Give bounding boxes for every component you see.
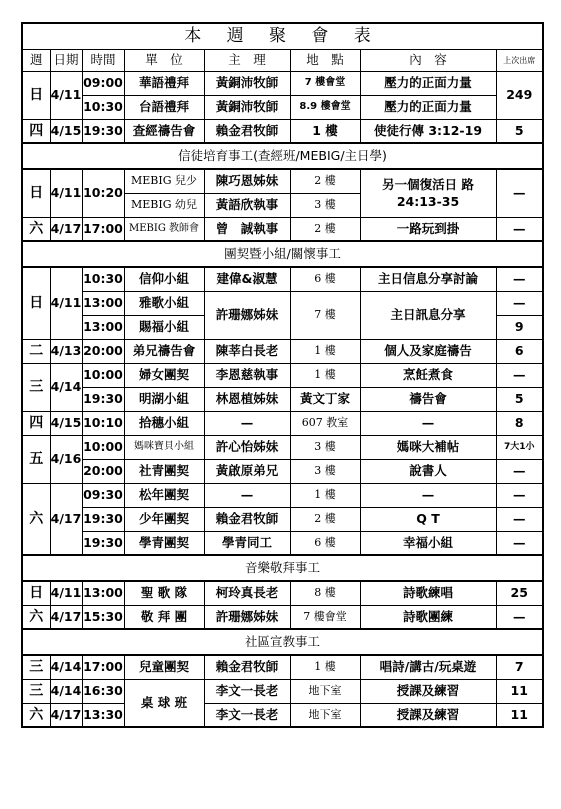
row-time: 10:30 bbox=[82, 95, 124, 119]
row-day: 三 bbox=[22, 679, 50, 703]
row-content: — bbox=[360, 483, 496, 507]
row-day: 六 bbox=[22, 217, 50, 241]
row-leader: 李文一長老 bbox=[204, 679, 290, 703]
row-leader: 黃啟原弟兄 bbox=[204, 459, 290, 483]
row-attendance: 7大1小 bbox=[496, 435, 543, 459]
row-attendance: — bbox=[496, 169, 543, 217]
row-leader: 學青同工 bbox=[204, 531, 290, 555]
row-attendance: 7 bbox=[496, 655, 543, 679]
row-unit: 弟兄禱告會 bbox=[124, 339, 204, 363]
row-unit: 聖 歌 隊 bbox=[124, 581, 204, 605]
row-time: 20:00 bbox=[82, 459, 124, 483]
row-content: 詩歌團練 bbox=[360, 605, 496, 629]
row-place: 6 樓 bbox=[290, 531, 360, 555]
row-content: Q T bbox=[360, 507, 496, 531]
row-time: 10:00 bbox=[82, 363, 124, 387]
row-date: 4/17 bbox=[50, 483, 82, 555]
row-unit: 台語禮拜 bbox=[124, 95, 204, 119]
row-leader: 李文一長老 bbox=[204, 703, 290, 727]
row-leader: 黃銅沛牧師 bbox=[204, 71, 290, 95]
row-attendance: — bbox=[496, 267, 543, 291]
row-attendance: — bbox=[496, 531, 543, 555]
table-row bbox=[22, 291, 543, 315]
row-place: 8 樓 bbox=[290, 581, 360, 605]
row-leader: 建偉&淑慧 bbox=[204, 267, 290, 291]
row-place: 7 樓會堂 bbox=[290, 71, 360, 95]
row-leader: 黃語欣執事 bbox=[204, 193, 290, 217]
row-attendance: 5 bbox=[496, 387, 543, 411]
row-day: 四 bbox=[22, 411, 50, 435]
row-date: 4/14 bbox=[50, 363, 82, 411]
row-attendance: 25 bbox=[496, 581, 543, 605]
row-content: 壓力的正面力量 bbox=[360, 71, 496, 95]
row-date: 4/11 bbox=[50, 71, 82, 119]
row-date: 4/15 bbox=[50, 411, 82, 435]
row-time: 16:30 bbox=[82, 679, 124, 703]
row-day: 日 bbox=[22, 581, 50, 605]
row-place: 3 樓 bbox=[290, 193, 360, 217]
table-row bbox=[22, 119, 543, 143]
row-place: 3 樓 bbox=[290, 459, 360, 483]
row-unit: 社青團契 bbox=[124, 459, 204, 483]
row-day: 日 bbox=[22, 169, 50, 217]
row-attendance: 11 bbox=[496, 679, 543, 703]
row-unit: 兒童團契 bbox=[124, 655, 204, 679]
row-day: 六 bbox=[22, 483, 50, 555]
header-attendance: 上次出席 bbox=[496, 49, 543, 71]
row-content: 媽咪大補帖 bbox=[360, 435, 496, 459]
row-unit: 媽咪寶貝小組 bbox=[124, 435, 204, 459]
row-content: 烹飪煮食 bbox=[360, 363, 496, 387]
row-day: 二 bbox=[22, 339, 50, 363]
row-attendance: 9 bbox=[496, 315, 543, 339]
header-time: 時間 bbox=[82, 49, 124, 71]
row-attendance: — bbox=[496, 459, 543, 483]
row-attendance: — bbox=[496, 605, 543, 629]
row-unit: 信仰小組 bbox=[124, 267, 204, 291]
row-attendance: — bbox=[496, 483, 543, 507]
row-place: 2 樓 bbox=[290, 217, 360, 241]
row-attendance: — bbox=[496, 217, 543, 241]
row-place: 7 樓會堂 bbox=[290, 605, 360, 629]
row-time: 13:00 bbox=[82, 291, 124, 315]
row-attendance: 11 bbox=[496, 703, 543, 727]
row-leader: — bbox=[204, 483, 290, 507]
row-unit: 少年團契 bbox=[124, 507, 204, 531]
row-leader: 柯玲真長老 bbox=[204, 581, 290, 605]
row-time: 17:00 bbox=[82, 655, 124, 679]
row-place: 2 樓 bbox=[290, 169, 360, 193]
row-unit: 華語禮拜 bbox=[124, 71, 204, 95]
row-place: 3 樓 bbox=[290, 435, 360, 459]
row-leader: 曾 誠執事 bbox=[204, 217, 290, 241]
row-unit: MEBIG 兒少 bbox=[124, 169, 204, 193]
table-row bbox=[22, 483, 543, 507]
row-content: 一路玩到掛 bbox=[360, 217, 496, 241]
table-row bbox=[22, 435, 543, 459]
row-place: 地下室 bbox=[290, 679, 360, 703]
row-place: 6 樓 bbox=[290, 267, 360, 291]
row-time: 09:30 bbox=[82, 483, 124, 507]
table-row bbox=[22, 581, 543, 605]
row-leader: 許珊娜姊妹 bbox=[204, 605, 290, 629]
row-attendance: 249 bbox=[496, 71, 543, 119]
row-place: 地下室 bbox=[290, 703, 360, 727]
row-place: 1 樓 bbox=[290, 483, 360, 507]
row-content: 禱告會 bbox=[360, 387, 496, 411]
row-content: — bbox=[360, 411, 496, 435]
row-content: 主日訊息分享 bbox=[360, 291, 496, 339]
row-leader: 賴金君牧師 bbox=[204, 119, 290, 143]
row-place: 8.9 樓會堂 bbox=[290, 95, 360, 119]
row-date: 4/11 bbox=[50, 581, 82, 605]
row-leader: 林恩植姊妹 bbox=[204, 387, 290, 411]
row-unit: 婦女團契 bbox=[124, 363, 204, 387]
row-date: 4/14 bbox=[50, 655, 82, 679]
row-date: 4/11 bbox=[50, 267, 82, 339]
row-day: 六 bbox=[22, 605, 50, 629]
row-content: 幸福小組 bbox=[360, 531, 496, 555]
row-time: 13:00 bbox=[82, 581, 124, 605]
row-place: 607 教室 bbox=[290, 411, 360, 435]
row-time: 13:30 bbox=[82, 703, 124, 727]
row-day: 四 bbox=[22, 119, 50, 143]
row-leader: 陳莘白長老 bbox=[204, 339, 290, 363]
row-content: 唱詩/講古/玩桌遊 bbox=[360, 655, 496, 679]
row-time: 13:00 bbox=[82, 315, 124, 339]
table-row bbox=[22, 169, 543, 193]
row-place: 1 樓 bbox=[290, 339, 360, 363]
row-leader: 許珊娜姊妹 bbox=[204, 291, 290, 339]
table-row bbox=[22, 411, 543, 435]
row-unit: 雅歌小組 bbox=[124, 291, 204, 315]
table-row bbox=[22, 459, 543, 483]
section-heading-community: 社區宣教事工 bbox=[22, 629, 543, 655]
table-row bbox=[22, 605, 543, 629]
row-unit: 松年團契 bbox=[124, 483, 204, 507]
table-row bbox=[22, 267, 543, 291]
table-row bbox=[22, 531, 543, 555]
row-leader: — bbox=[204, 411, 290, 435]
page-title: 本 週 聚 會 表 bbox=[22, 23, 543, 49]
row-date: 4/13 bbox=[50, 339, 82, 363]
row-time: 10:00 bbox=[82, 435, 124, 459]
table-row bbox=[22, 703, 543, 727]
table-row bbox=[22, 507, 543, 531]
table-row bbox=[22, 217, 543, 241]
row-day: 日 bbox=[22, 71, 50, 119]
row-date: 4/17 bbox=[50, 217, 82, 241]
row-time: 15:30 bbox=[82, 605, 124, 629]
row-content: 壓力的正面力量 bbox=[360, 95, 496, 119]
row-leader: 陳巧恩姊妹 bbox=[204, 169, 290, 193]
row-place: 1 樓 bbox=[290, 363, 360, 387]
table-row bbox=[22, 95, 543, 119]
row-unit: 拾穗小組 bbox=[124, 411, 204, 435]
table-row bbox=[22, 387, 543, 411]
row-unit: 賜福小組 bbox=[124, 315, 204, 339]
row-attendance: 6 bbox=[496, 339, 543, 363]
row-time: 19:30 bbox=[82, 507, 124, 531]
section-heading-training: 信徒培育事工(查經班/MEBIG/主日學) bbox=[22, 143, 543, 169]
row-date: 4/14 bbox=[50, 679, 82, 703]
row-unit: MEBIG 幼兒 bbox=[124, 193, 204, 217]
row-date: 4/11 bbox=[50, 169, 82, 217]
row-time: 20:00 bbox=[82, 339, 124, 363]
row-place: 1 樓 bbox=[290, 655, 360, 679]
row-attendance: 8 bbox=[496, 411, 543, 435]
row-leader: 李恩慈執事 bbox=[204, 363, 290, 387]
row-unit: MEBIG 教師會 bbox=[124, 217, 204, 241]
header-content: 內 容 bbox=[360, 49, 496, 71]
row-content: 說書人 bbox=[360, 459, 496, 483]
row-time: 10:30 bbox=[82, 267, 124, 291]
schedule-table bbox=[21, 22, 544, 728]
row-unit: 敬 拜 團 bbox=[124, 605, 204, 629]
row-day: 六 bbox=[22, 703, 50, 727]
table-row bbox=[22, 655, 543, 679]
row-place: 黃文丁家 bbox=[290, 387, 360, 411]
header-date: 日期 bbox=[50, 49, 82, 71]
row-unit: 學青團契 bbox=[124, 531, 204, 555]
row-content: 授課及練習 bbox=[360, 703, 496, 727]
row-content: 主日信息分享討論 bbox=[360, 267, 496, 291]
row-time: 19:30 bbox=[82, 387, 124, 411]
row-content: 個人及家庭禱告 bbox=[360, 339, 496, 363]
weekly-schedule-sheet bbox=[21, 22, 542, 728]
row-unit: 查經禱告會 bbox=[124, 119, 204, 143]
row-unit: 桌 球 班 bbox=[124, 679, 204, 727]
header-week: 週 bbox=[22, 49, 50, 71]
row-day: 三 bbox=[22, 363, 50, 411]
table-row bbox=[22, 363, 543, 387]
row-time: 17:00 bbox=[82, 217, 124, 241]
row-attendance: — bbox=[496, 291, 543, 315]
row-place: 1 樓 bbox=[290, 119, 360, 143]
row-time: 10:20 bbox=[82, 169, 124, 217]
table-row bbox=[22, 339, 543, 363]
row-attendance: — bbox=[496, 507, 543, 531]
row-content: 使徒行傳 3:12-19 bbox=[360, 119, 496, 143]
row-place: 2 樓 bbox=[290, 507, 360, 531]
row-place: 7 樓 bbox=[290, 291, 360, 339]
row-time: 10:10 bbox=[82, 411, 124, 435]
row-content: 詩歌練唱 bbox=[360, 581, 496, 605]
row-date: 4/17 bbox=[50, 703, 82, 727]
row-unit: 明湖小組 bbox=[124, 387, 204, 411]
row-attendance: 5 bbox=[496, 119, 543, 143]
row-content: 授課及練習 bbox=[360, 679, 496, 703]
row-leader: 許心怡姊妹 bbox=[204, 435, 290, 459]
row-leader: 賴金君牧師 bbox=[204, 507, 290, 531]
header-leader: 主 理 bbox=[204, 49, 290, 71]
row-time: 19:30 bbox=[82, 531, 124, 555]
row-time: 09:00 bbox=[82, 71, 124, 95]
row-day: 五 bbox=[22, 435, 50, 483]
row-date: 4/16 bbox=[50, 435, 82, 483]
row-day: 日 bbox=[22, 267, 50, 339]
section-heading-fellowship: 團契暨小組/關懷事工 bbox=[22, 241, 543, 267]
row-leader: 賴金君牧師 bbox=[204, 655, 290, 679]
section-heading-worship-music: 音樂敬拜事工 bbox=[22, 555, 543, 581]
row-leader: 黃銅沛牧師 bbox=[204, 95, 290, 119]
row-time: 19:30 bbox=[82, 119, 124, 143]
row-date: 4/17 bbox=[50, 605, 82, 629]
header-place: 地 點 bbox=[290, 49, 360, 71]
row-attendance: — bbox=[496, 363, 543, 387]
table-row bbox=[22, 71, 543, 95]
header-unit: 單 位 bbox=[124, 49, 204, 71]
row-content: 另一個復活日 路 24:13-35 bbox=[360, 169, 496, 217]
row-date: 4/15 bbox=[50, 119, 82, 143]
table-row bbox=[22, 679, 543, 703]
row-day: 三 bbox=[22, 655, 50, 679]
